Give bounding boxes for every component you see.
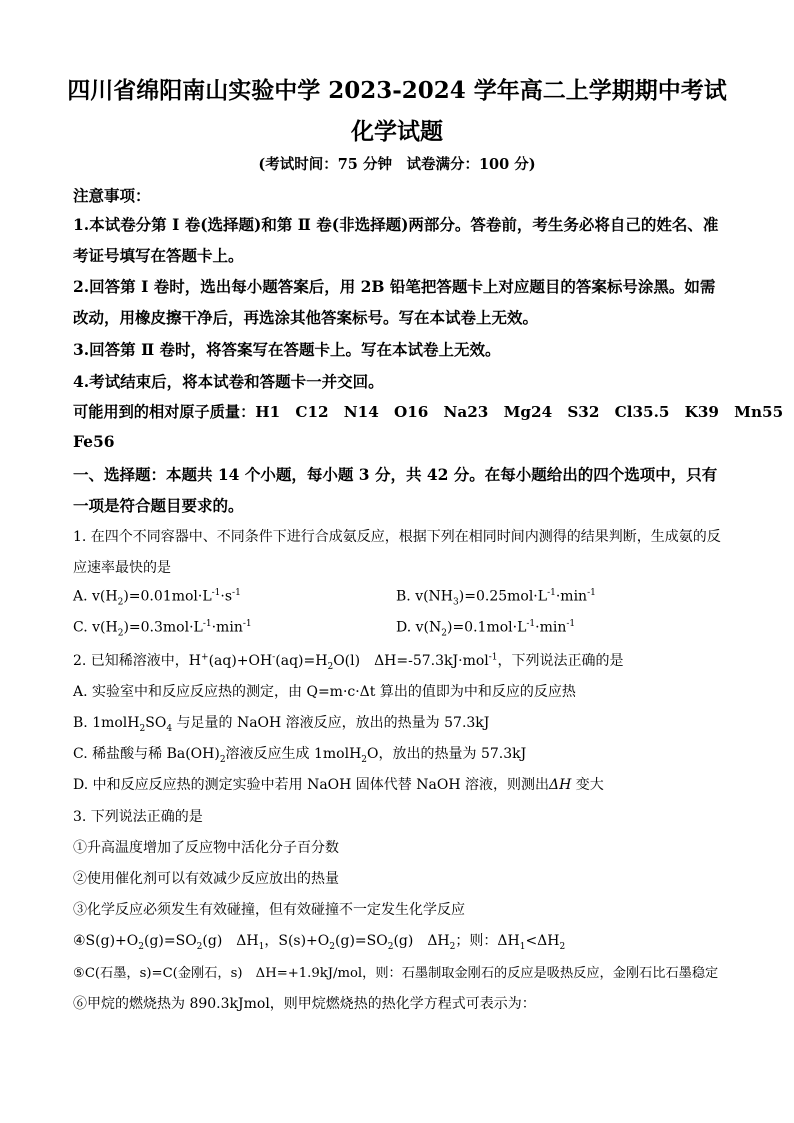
q2-option-b: B. $1molH_2SO_4$ 与足量的 NaOH 溶液反应，放出的热量为 57.3kJ: [73, 715, 490, 734]
note-4: 4.考试结束后，将本试卷和答题卡一并交回。: [73, 372, 384, 391]
notes-heading: 注意事项：: [73, 186, 151, 205]
q1-option-b: B. $v(NH_3)=0.25mol\cdot L^{-1}\cdot\min^{-1}$: [396, 588, 596, 608]
note-1-line-2: 考证号填写在答题卡上。: [73, 246, 244, 265]
q1-stem-line-1: 1. 在四个不同容器中、不同条件下进行合成氨反应，根据下列在相同时间内测得的结果判断，生成氨的反: [73, 529, 721, 545]
section-1-heading-line-1: 一、选择题：本题共 14 个小题，每小题 3 分，共 42 分。在每小题给出的四个选项中，只有: [73, 465, 718, 484]
q1-option-d: D. $v(N_2)=0.1mol\cdot L^{-1}\cdot\min^{-1}$: [396, 619, 576, 639]
q1-option-c: C. $v(H_2)=0.3mol\cdot L^{-1}\cdot\min^{-1}$: [73, 619, 252, 639]
q2-option-a: A. 实验室中和反应反应热的测定，由 Q=m·c·Δt 算出的值即为中和反应的反应热: [73, 684, 576, 700]
q3-item-1: ①升高温度增加了反应物中活化分子百分数: [73, 840, 339, 856]
note-2-line-2: 改动，用橡皮擦干净后，再选涂其他答案标号。写在本试卷上无效。: [73, 308, 539, 327]
atomic-mass-line-2: Fe56: [73, 432, 115, 451]
note-3: 3.回答第 Ⅱ 卷时，将答案写在答题卡上。写在本试卷上无效。: [73, 340, 501, 359]
section-1-heading-line-2: 一项是符合题目要求的。: [73, 496, 244, 515]
q2-option-c: C. 稀盐酸与稀 $Ba(OH)_2$溶液反应生成 1molH$_2$O，放出的热量为 57.3kJ: [73, 746, 527, 765]
q1-option-a: A. $v(H_2)=0.01mol\cdot L^{-1}\cdot s^{-1}$: [73, 588, 241, 608]
q2-option-d: D. 中和反应反应热的测定实验中若用 NaOH 固体代替 NaOH 溶液，则测出ΔH 变大: [73, 777, 604, 793]
note-1-line-1: 1.本试卷分第 Ⅰ 卷(选择题)和第 Ⅱ 卷(非选择题)两部分。答卷前，考生务必将自己的姓名、准: [73, 215, 719, 234]
atomic-mass-line-1: 可能用到的相对原子质量：H1 C12 N14 O16 Na23 Mg24 S32 Cl35.5 K39 Mn55: [73, 403, 784, 421]
q2-stem: 2. 已知稀溶液中，$H^+(aq)+OH^-(aq)=H_2O(l)$ ΔH=-57.3kJ·mol$^{-1}$，下列说法正确的是: [73, 652, 624, 672]
q3-item-3: ③化学反应必须发生有效碰撞，但有效碰撞不一定发生化学反应: [73, 902, 465, 918]
q1-stem-line-2: 应速率最快的是: [73, 560, 171, 576]
exam-info: (考试时间：75 分钟 试卷满分：100 分): [258, 156, 536, 173]
exam-subtitle: 化学试题: [351, 118, 443, 145]
note-2-line-1: 2.回答第 Ⅰ 卷时，选出每小题答案后，用 2B 铅笔把答题卡上对应题目的答案标号涂黑。如需: [73, 277, 716, 296]
q3-item-4: $④S(g)+O_2(g)=SO_2(g)$ $\Delta H_1$，$S(s)+O_2(g)=SO_2(g)$ $\Delta H_2$；则：$\Delta H_1<\Delta H_2$: [73, 933, 566, 952]
q3-item-5: ⑤C(石墨，s)=C(金刚石，s) ΔH=+1.9kJ/mol，则：石墨制取金刚石的反应是吸热反应，金刚石比石墨稳定: [73, 966, 719, 981]
q3-stem: 3. 下列说法正确的是: [73, 809, 203, 825]
exam-title: 四川省绵阳南山实验中学 2023-2024 学年高二上学期期中考试: [67, 77, 727, 104]
q3-item-2: ②使用催化剂可以有效减少反应放出的热量: [73, 871, 339, 887]
q3-item-6: ⑥甲烷的燃烧热为 890.3kJmol，则甲烷燃烧热的热化学方程式可表示为：: [73, 996, 536, 1012]
